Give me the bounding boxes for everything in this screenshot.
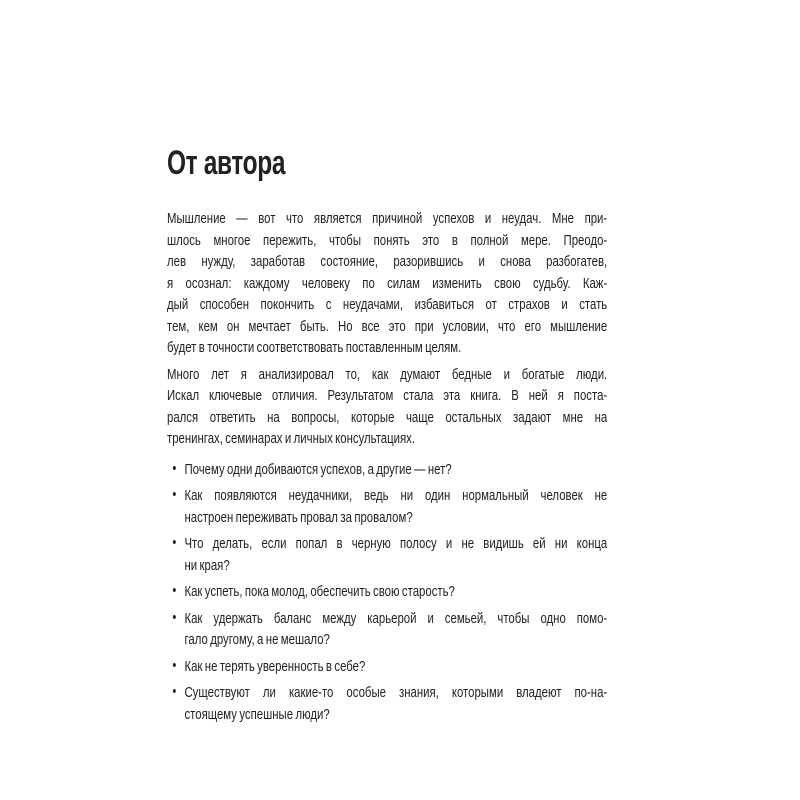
body-line: Как успеть, пока молод, обеспечить свою старость?: [184, 583, 455, 600]
body-paragraphs: [167, 208, 607, 450]
paragraph: [167, 208, 607, 359]
body-line: рался ответить на вопросы, которые чаще остальных задают мне на: [167, 408, 608, 426]
body-line: настроен переживать провал за провалом?: [184, 508, 413, 526]
list-item: [167, 682, 607, 725]
body-line: тем, кем он мечтает быть. Но все это при условии, что его мышление: [167, 317, 608, 335]
list-item: [167, 459, 607, 481]
body-line: Как удержать баланс между карьерой и семьей, чтобы одно помо-: [184, 609, 608, 627]
body-line: я осознал: каждому человеку по силам изменить свою судьбу. Каж-: [167, 274, 608, 292]
bullet-icon: •: [172, 656, 177, 674]
paragraph: [167, 364, 607, 450]
body-line: Мышление — вот что является причиной успехов и неудач. Мне при-: [167, 210, 608, 227]
bullet-icon: •: [172, 608, 177, 626]
body-line: будет в точности соответствовать поставленным целям.: [167, 339, 462, 356]
list-item: [167, 608, 607, 651]
body-line: Существуют ли какие-то особые знания, которыми владеют по-на-: [184, 684, 608, 701]
text-column: [167, 208, 607, 725]
body-line: Что делать, если попал в черную полосу и не видишь ей ни конца: [184, 535, 608, 552]
body-line: дый способен покончить с неудачами, избавиться от страхов и стать: [167, 296, 608, 313]
body-line: Почему одни добиваются успехов, а другие — нет?: [184, 460, 452, 478]
bullet-icon: •: [172, 683, 177, 700]
body-line: Искал ключевые отличия. Результатом стала эта книга. В ней я поста-: [167, 387, 608, 404]
list-item: [167, 533, 607, 576]
body-line: лев нужду, заработав состояние, разорившись и снова разбогатев,: [167, 253, 608, 270]
body-line: Много лет я анализировал то, как думают бедные и богатые люди.: [167, 365, 608, 383]
list-item: [167, 581, 607, 603]
list-item: [167, 485, 607, 528]
bullet-list: [167, 459, 607, 726]
body-line: Как не терять уверенность в себе?: [184, 657, 366, 675]
bullet-icon: •: [172, 582, 177, 599]
page-title: От автора: [167, 144, 286, 182]
body-line: шлось многое пережить, чтобы понять это в полной мере. Преодо-: [167, 231, 608, 249]
bullet-icon: •: [172, 534, 177, 551]
bullet-icon: •: [172, 486, 177, 503]
bullet-icon: •: [172, 459, 177, 477]
body-line: Как появляются неудачники, ведь ни один нормальный человек не: [184, 487, 608, 504]
body-line: тренингах, семинарах и личных консультациях.: [167, 430, 416, 447]
list-item: [167, 656, 607, 678]
body-line: стоящему успешные люди?: [184, 705, 330, 723]
body-line: ни края?: [184, 556, 230, 574]
body-line: гало другому, а не мешало?: [184, 631, 330, 648]
